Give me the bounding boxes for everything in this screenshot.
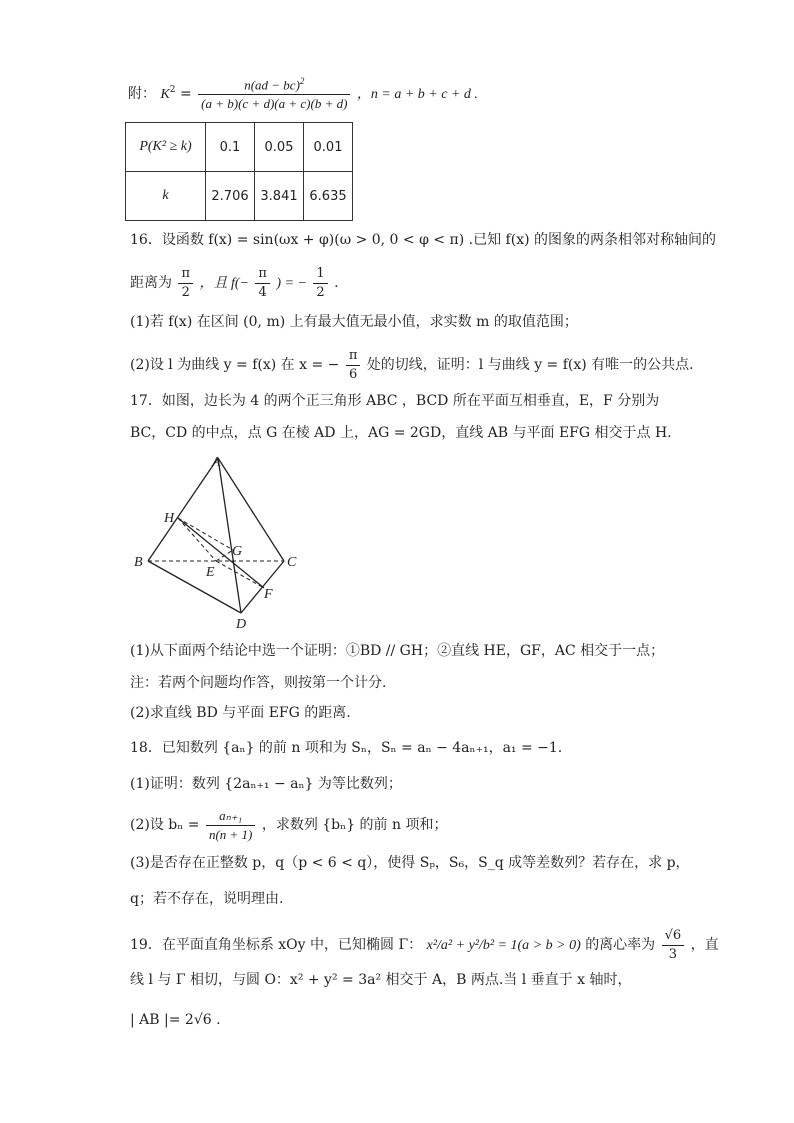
appendix-label: 附： (128, 85, 156, 102)
table-cell: 2.706 (206, 172, 255, 221)
q16-text: 处的切线，证明：l 与曲线 y = f(x) 有唯一的公共点. (366, 357, 694, 374)
q17-part2: (2)求直线 BD 与平面 EFG 的距离. (130, 705, 351, 721)
table-row (126, 172, 353, 221)
edge-AC (218, 458, 284, 561)
q18-part3-line2: q；若不存在，说明理由. (130, 891, 284, 907)
q16-text: ) = − (276, 276, 307, 292)
frac-num: π (178, 266, 193, 284)
fraction (255, 266, 270, 300)
ellipse-equation: x²/a² + y²/b² = 1(a > b > 0) (426, 938, 581, 954)
line-HG (178, 518, 233, 550)
tetrahedron-figure (128, 448, 308, 633)
q19-line2: 线 l 与 Γ 相切，与圆 O：x² + y² = 3a² 相交于 A，B 两点.当 l 垂直于 x 轴时， (130, 972, 632, 988)
q18-part2 (130, 808, 447, 842)
label-A: A (212, 455, 221, 470)
line-HE (178, 518, 216, 561)
table-cell: 0.01 (304, 123, 353, 172)
q17-line1: 17．如图，边长为 4 的两个正三角形 ABC ，BCD 所在平面互相垂直，E，F 分别为 (130, 393, 660, 409)
fraction (313, 266, 327, 300)
frac-num: π (255, 266, 270, 284)
formula-denominator: (a + b)(c + d)(a + c)(b + d) (201, 95, 348, 111)
q18-part3-line1: (3)是否存在正整数 p，q（p < 6 < q），使得 Sₚ，S₆，S_q 成等差数列？若存在，求 p， (130, 855, 690, 871)
edge-AD (218, 458, 241, 613)
q19-text: ，直 (690, 937, 719, 954)
fraction (662, 928, 685, 962)
q19-text: 的离心率为 (585, 937, 656, 954)
edge-BD (148, 561, 241, 613)
frac-num: aₙ₊₁ (206, 808, 255, 826)
frac-num: √6 (662, 928, 685, 946)
formula-lhs: K (160, 86, 170, 102)
q19-line3: | AB |= 2√6 . (130, 1012, 221, 1028)
line-HF (178, 518, 264, 588)
formula-numerator: n(ad − bc) (244, 77, 300, 93)
q16-part1: (1)若 f(x) 在区间 (0, m) 上有最大值无最小值，求实数 m 的取值范围； (130, 314, 578, 330)
table-header-k: k (126, 172, 206, 221)
table-cell: 0.1 (206, 123, 255, 172)
line-EF (216, 561, 264, 588)
formula-fraction: $\frac{n(ad - bc)^2}{(a + b)(c + d)(a + c)(b + d)}$ (198, 76, 350, 112)
edge-AB (148, 458, 218, 561)
q18-line1: 18．已知数列 {aₙ} 的前 n 项和为 Sₙ，Sₙ = aₙ − 4aₙ₊₁，a₁ = −1. (130, 740, 563, 756)
fraction (206, 808, 255, 842)
frac-num: 1 (313, 266, 327, 284)
q16-part2 (130, 348, 694, 382)
n-definition: ，n = a + b + c + d . (356, 86, 478, 102)
q18-part1: (1)证明：数列 {2aₙ₊₁ − aₙ} 为等比数列； (130, 776, 402, 792)
critical-value-table (125, 122, 353, 221)
q16-text: . (334, 275, 339, 292)
q16-text: ，且 f(− (199, 276, 249, 292)
q16-text: (2)设 l 为曲线 y = f(x) 在 x = − (130, 357, 340, 374)
label-E: E (206, 565, 215, 580)
q16-line2 (130, 266, 339, 300)
q19-line1 (130, 928, 719, 962)
label-D: D (236, 617, 247, 632)
frac-den: 2 (181, 284, 190, 300)
q16-line1: 16．设函数 f(x) = sin(ωx + φ)(ω > 0, 0 < φ < π) .已知 f(x) 的图象的两条相邻对称轴间的 (130, 232, 716, 248)
label-C: C (287, 555, 297, 570)
q18-text: ，求数列 {bₙ} 的前 n 项和； (261, 817, 448, 834)
frac-den: 2 (316, 284, 325, 300)
q19-text: 19．在平面直角坐标系 xOy 中，已知椭圆 Γ： (130, 937, 423, 954)
frac-den: 3 (668, 946, 678, 962)
fraction (178, 266, 193, 300)
q17-note: 注：若两个问题均作答，则按第一个计分. (130, 675, 387, 691)
label-H: H (164, 511, 175, 526)
fraction (346, 348, 361, 382)
table-row (126, 123, 353, 172)
frac-den: 6 (348, 366, 358, 382)
table-header-p: P(K² ≥ k) (126, 123, 206, 172)
table-cell: 6.635 (304, 172, 353, 221)
table-cell: 3.841 (255, 172, 304, 221)
label-F: F (264, 587, 273, 602)
q18-text: (2)设 bₙ = (130, 817, 200, 834)
table-cell: 0.05 (255, 123, 304, 172)
q16-text: 距离为 (130, 275, 172, 292)
q17-line2: BC，CD 的中点，点 G 在棱 AD 上，AG = 2GD，直线 AB 与平面 EFG 相交于点 H. (130, 425, 672, 441)
q17-part1: (1)从下面两个结论中选一个证明：①BD // GH；②直线 HE，GF，AC 相交于一点； (130, 643, 665, 659)
appendix-formula: 附： $K^2$ = $\frac{n(ad - bc)^2}{(a + b)(c + d)(a + c)(b + d)}$ ，n = a + b + c + d . (128, 76, 478, 111)
label-G: G (232, 544, 243, 559)
label-B: B (134, 555, 143, 570)
frac-den: n(n + 1) (208, 826, 253, 842)
frac-num: π (346, 348, 361, 366)
frac-den: 4 (258, 284, 267, 300)
